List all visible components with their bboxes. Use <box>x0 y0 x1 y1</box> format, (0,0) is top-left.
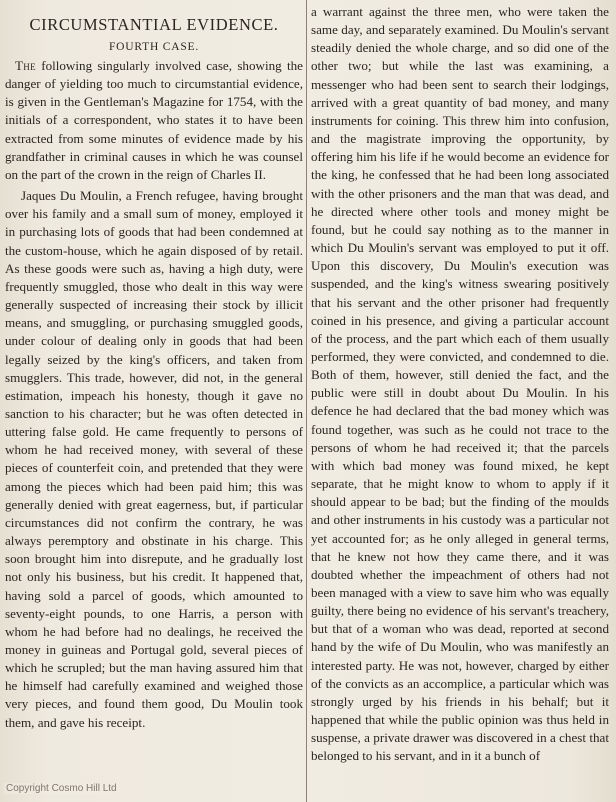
left-column <box>5 0 303 732</box>
article-title: CIRCUMSTANTIAL EVIDENCE. <box>29 15 279 34</box>
copyright-watermark: Copyright Cosmo Hill Ltd <box>6 783 117 794</box>
article-paragraph-2: Jaques Du Moulin, a French refugee, having brought over his family and a small sum of money, employed it in purchasing lots of goods that had been condemned at the custom-house, which he again disposed of by retail. As these goods were such as, having a high duty, were frequently smuggled, those who dealt in this way were generally suspected of increasing their stock by illicit means, and smuggling, or purchasing smuggled goods, under colour of dealing only in goods that had been legally seized by the king's officers, and taken from smugglers. This trade, however, did not, in the general estimation, impeach his honesty, though it gave no sanction to his character; but he was often detected in uttering false gold. He came frequently to persons of whom he had received money, with several of these pieces of counterfeit coin, and pretended that they were among the pieces which had been paid him; this was generally denied with great eagerness, but, if particular circumstances did not confirm the contrary, he was always peremptory and obstinate in his charge. This soon brought him into disrepute, and he gradually lost not only his business, but his credit. It happened that, having sold a parcel of goods, which amounted to seventy-eight pounds, to one Harris, a person with whom he had before had no dealings, he received the money in guineas and Portugal gold, several pieces of which he scrupled; but the man having assured him that he himself had carefully examined and weighed those very pieces, and found them good, Du Moulin took them, and gave his receipt. <box>5 188 303 730</box>
column-divider <box>306 0 307 802</box>
article-continuation: a warrant against the three men, who were taken the same day, and separately examined. Du Moulin's servant steadily denied the whole charge, and so did one of the other two; but while the last was examining, a messenger who had been sent to search their lodgings, arrived with a great quantity of bad money, and many instruments for coining. This threw him into confusion, and the magistrate improving the opportunity, by offering him his life if he would become an evidence for the king, he confessed that he had been long associated with the other prisoners and the man that was dead, and he directed where other tools and money might be found, but he could say nothing as to the manner in which Du Moulin's servant was employed to put it off. Upon this discovery, Du Moulin's execution was suspended, and the king's witness swearing positively that his servant and the other prisoner had frequently coined in his presence, and giving a particular account of the process, and the part which each of them usually performed, they were convicted, and condemned to die. Both of them, however, still denied the fact, and the public were still in doubt about Du Moulin. In his defence he had declared that the bad money which was found together, was such as he could not trace to the persons of whom he had received it; that the parcels with which bad money was found mixed, he kept separate, that he might know to whom to apply if it should appear to be bad; but the finding of the moulds and other instruments in his custody was a particular not yet accounted for; as he only alleged in general terms, that he knew not how they came there, and it was doubted whether the impeachment of others had not been managed with a view to save him who was equally guilty, there being no evidence of his servant's treachery, but that of a woman who was dead, reported at second hand by the wife of Du Moulin, who was manifestly an interested party. He was not, however, charged by either of the convicts as an accomplice, a particular which was strongly urged by his friends in his behalf; but it happened that while the public opinion was thus held in suspense, a private drawer was discovered in a chest that belonged to his servant, and in it a bunch of <box>311 4 609 764</box>
article-subtitle: FOURTH CASE. <box>108 41 200 53</box>
right-column <box>311 0 609 766</box>
drop-word: The <box>15 58 36 73</box>
paragraph-1-text: following singularly involved case, showing the danger of yielding too much to circumstantial evidence, is given in the Gentleman's Magazine for 1754, with the initials of a correspondent, who states it to have been extracted from some minutes of evidence made by his grandfather in criminal causes in which he was counsel on the part of the crown in the reign of Charles II. <box>5 58 303 182</box>
article-paragraph-1 <box>5 57 303 184</box>
